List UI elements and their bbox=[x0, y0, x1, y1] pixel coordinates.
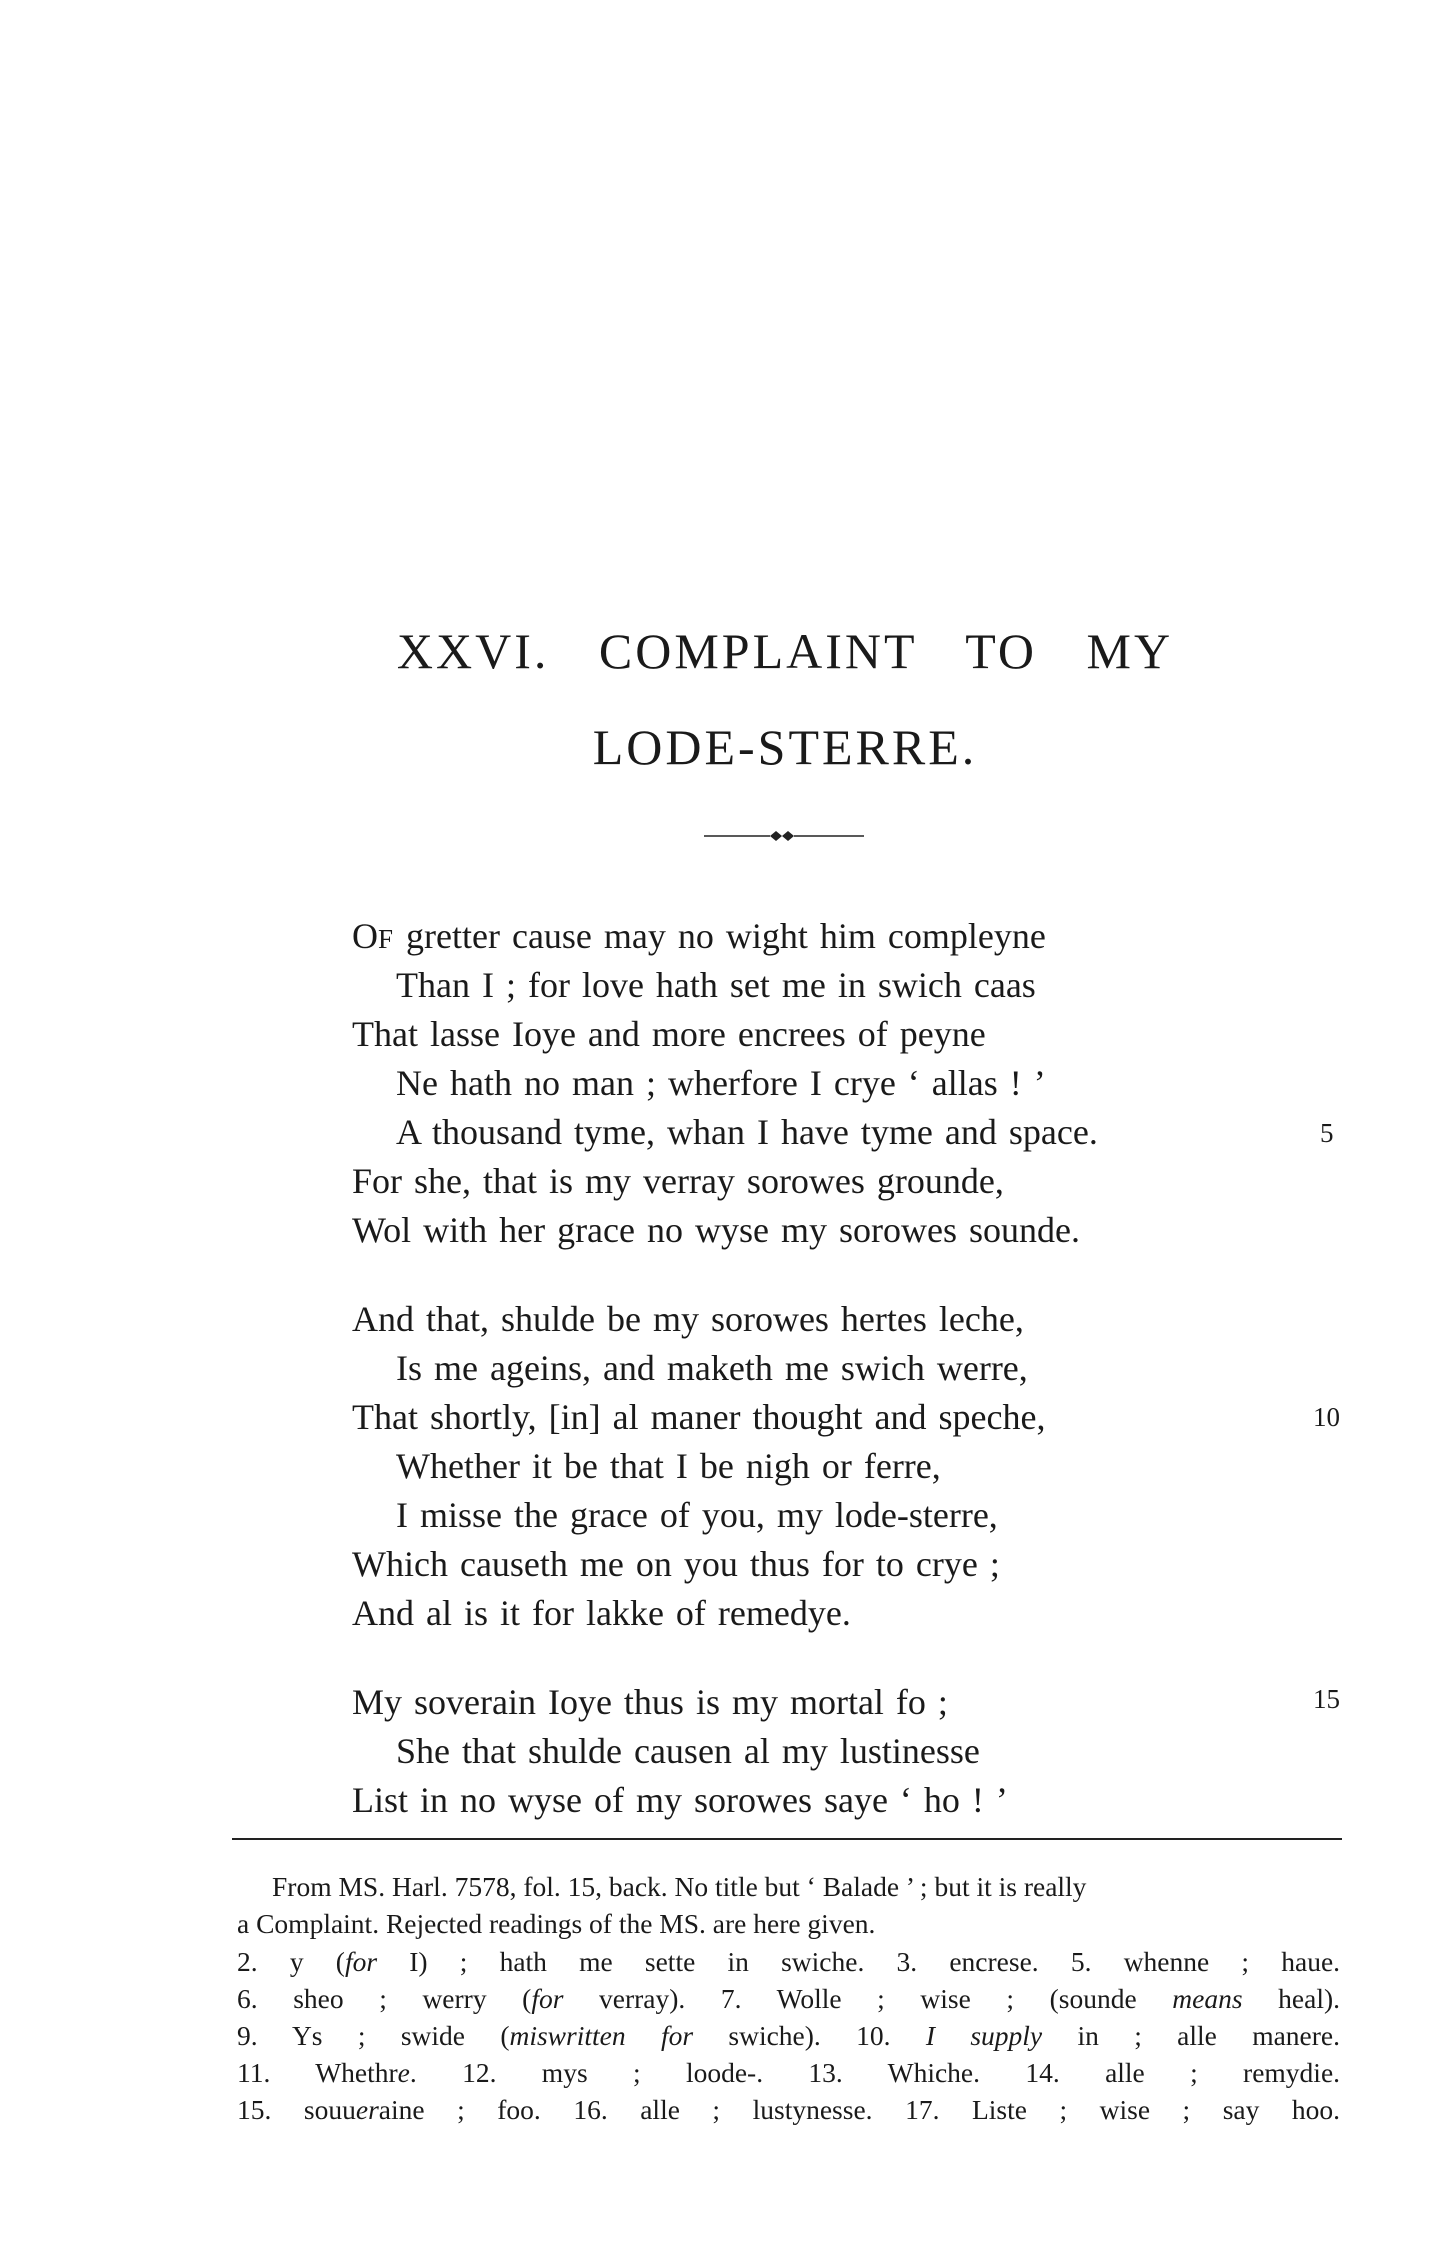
footnote-intro-2: a Complaint. Rejected readings of the MS. are here given. bbox=[237, 1908, 876, 1939]
footnote-entry: 9. Ys ; swide (miswritten for swiche). bbox=[237, 2020, 821, 2051]
poem-title-line-1: XXVI. COMPLAINT TO MY bbox=[396, 623, 1174, 679]
poem-line: She that shulde causen al my lustinesse bbox=[396, 1731, 980, 1771]
poem-line: And that, shulde be my sorowes hertes leche, bbox=[352, 1299, 1024, 1339]
line-number: 10 bbox=[1313, 1402, 1340, 1432]
footnote-entry: 15. souueraine ; foo. bbox=[237, 2094, 541, 2125]
poem-line: That lasse Ioye and more encrees of peyne bbox=[352, 1014, 986, 1054]
footnote-entry: 2. y (for I) ; hath me sette in swiche. bbox=[237, 1946, 865, 1977]
poem-line: Which causeth me on you thus for to crye ; bbox=[352, 1544, 1000, 1584]
footnote-entry: 17. Liste ; wise ; say hoo. bbox=[905, 2094, 1341, 2125]
poem-line: Than I ; for love hath set me in swich caas bbox=[396, 965, 1036, 1005]
poem-line: Wol with her grace no wyse my sorowes sounde. bbox=[352, 1210, 1080, 1250]
footnote-row bbox=[237, 2057, 1340, 2089]
line-number: 5 bbox=[1320, 1118, 1334, 1148]
footnote-entry: 11. Whethre. bbox=[237, 2057, 417, 2088]
diamond-rule-ornament bbox=[704, 826, 864, 846]
poem-line: Ne hath no man ; wherfore I crye ‘ allas ! ’ bbox=[396, 1063, 1046, 1103]
footnote-entry: 7. Wolle ; wise ; (sounde means heal). bbox=[720, 1983, 1341, 2014]
poem-line: And al is it for lakke of remedye. bbox=[352, 1593, 851, 1633]
footnote-entry: 5. whenne ; haue. bbox=[1070, 1946, 1341, 1977]
poem-line: List in no wyse of my sorowes saye ‘ ho ! ’ bbox=[352, 1780, 1008, 1820]
poem-line: That shortly, [in] al maner thought and speche, bbox=[352, 1397, 1046, 1437]
footnote-divider bbox=[232, 1838, 1342, 1840]
line-number: 15 bbox=[1313, 1684, 1340, 1714]
footnote-row bbox=[237, 1946, 1340, 1978]
poem-line: My soverain Ioye thus is my mortal fo ; bbox=[352, 1682, 948, 1722]
footnote-row bbox=[237, 1983, 1340, 2015]
footnote-entry: 16. alle ; lustynesse. bbox=[573, 2094, 873, 2125]
poem-line: A thousand tyme, whan I have tyme and space. bbox=[396, 1112, 1098, 1152]
footnote-entry: 3. encrese. bbox=[896, 1946, 1039, 1977]
poem-line: Is me ageins, and maketh me swich werre, bbox=[396, 1348, 1028, 1388]
footnote-entry: 13. Whiche. bbox=[808, 2057, 981, 2088]
poem-title-line-2: LODE-STERRE. bbox=[592, 719, 978, 775]
footnote-row bbox=[237, 2020, 1340, 2052]
footnote-row bbox=[237, 2094, 1340, 2126]
footnote-intro-1: From MS. Harl. 7578, fol. 15, back. No title but ‘ Balade ’ ; but it is really bbox=[272, 1871, 1087, 1902]
footnote-entry: 12. mys ; loode-. bbox=[462, 2057, 764, 2088]
poem-line: I misse the grace of you, my lode-sterre, bbox=[396, 1495, 998, 1535]
footnote-entry: 14. alle ; remydie. bbox=[1025, 2057, 1341, 2088]
footnote-entry: 10. I supply in ; alle manere. bbox=[856, 2020, 1341, 2051]
small-caps-opening: OF bbox=[352, 916, 395, 956]
poem-line: OF gretter cause may no wight him compleyne bbox=[352, 916, 1046, 956]
poem-line: Whether it be that I be nigh or ferre, bbox=[396, 1446, 941, 1486]
poem-line: For she, that is my verray sorowes grounde, bbox=[352, 1161, 1004, 1201]
footnote-entry: 6. sheo ; werry (for verray). bbox=[237, 1983, 686, 2014]
